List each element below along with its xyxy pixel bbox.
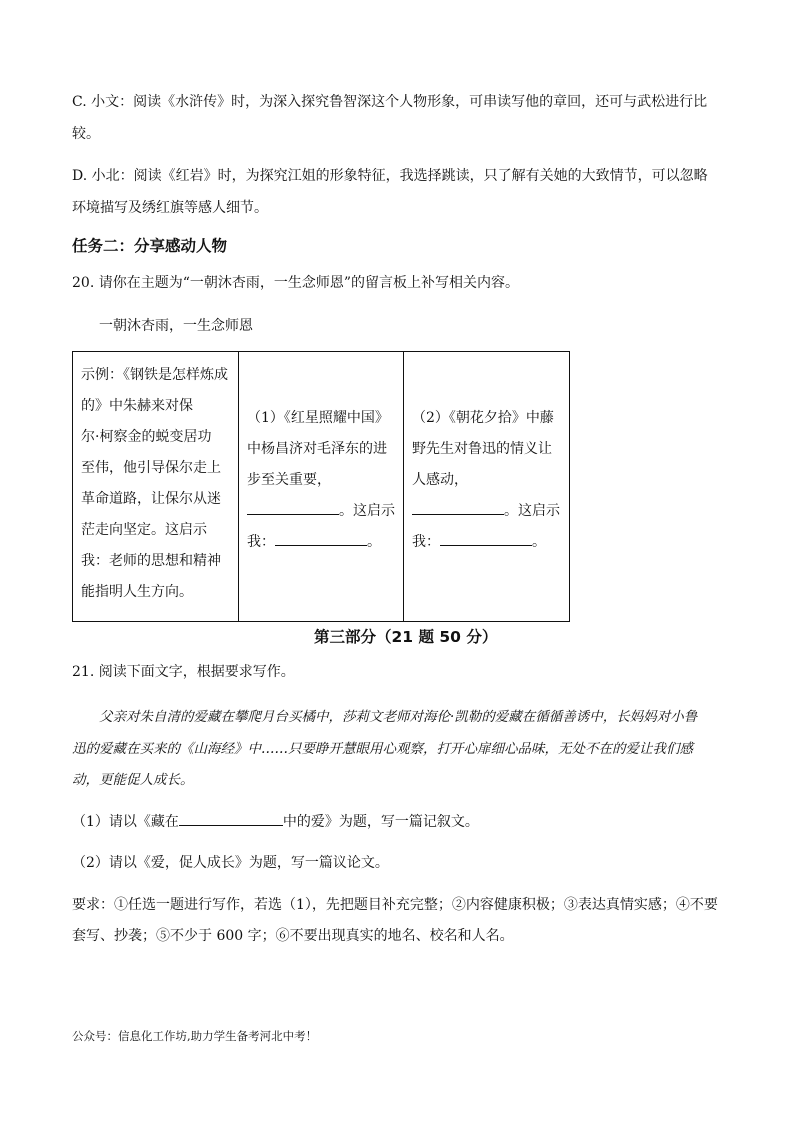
passage-line: 父亲对朱自清的爱藏在攀爬月台买橘中，莎莉文老师对海伦·凯勒的爱藏在循循善诱中，长妈妈对小鲁	[99, 709, 698, 725]
example-line: 的》中朱赫来对保	[81, 398, 193, 414]
cell1-end: 。	[367, 534, 381, 550]
example-line: 示例：《钢铁是怎样炼成	[81, 367, 228, 383]
board-title: 一朝沐杏雨，一生念师恩	[99, 318, 253, 334]
passage-line: 迅的爱藏在买来的《山海经》中……只要睁开慧眼用心观察，打开心扉细心品味，无处不在的爱让我们感	[72, 741, 693, 757]
requirements-line2: 套写、抄袭；⑤不少于 600 字；⑥不要出现真实的地名、校名和人名。	[72, 928, 514, 944]
example-cell	[73, 352, 239, 622]
cell2-line: （2）《朝花夕拾》中藤	[412, 410, 554, 426]
example-line: 革命道路，让保尔从迷	[81, 491, 221, 507]
question-20: 20. 请你在主题为“一朝沐杏雨，一生念师恩”的留言板上补写相关内容。	[72, 275, 520, 291]
answer-blank-2b[interactable]	[440, 545, 532, 546]
example-line: 能指明人生方向。	[81, 584, 193, 600]
cell2-blank-line	[412, 496, 561, 527]
message-board-table	[72, 351, 570, 622]
passage-line: 动，更能促人成长。	[72, 772, 194, 788]
cell1-prefix: 我：	[247, 534, 275, 550]
example-line: 我：老师的思想和精神	[81, 553, 221, 569]
cell1-line: （1）《红星照耀中国》	[247, 410, 389, 426]
answer-blank-2a[interactable]	[412, 514, 504, 515]
option-d-line2: 环境描写及绣红旗等感人细节。	[72, 200, 268, 216]
cell2-end: 。	[532, 534, 546, 550]
prompt-1	[72, 812, 479, 832]
requirements-line1: 要求：①任选一题进行写作，若选（1），先把题目补充完整；②内容健康积极；③表达真情实感；④不要	[72, 897, 718, 913]
cell1-blank-line	[247, 527, 395, 558]
task2-heading: 任务二：分享感动人物	[72, 237, 228, 255]
answer-blank-1a[interactable]	[247, 514, 339, 515]
fill-cell-1	[239, 352, 404, 622]
answer-blank-1b[interactable]	[275, 545, 367, 546]
part3-heading: 第三部分（21 题 50 分）	[314, 628, 498, 646]
cell1-line: 中杨昌济对毛泽东的进	[247, 441, 387, 457]
example-line: 茫走向坚定。这启示	[81, 522, 207, 538]
prompt-1-end: 中的爱》为题，写一篇记叙文。	[282, 814, 479, 830]
cell1-after-blank: 。这启示	[339, 503, 395, 519]
footer-note: 公众号：信息化工作坊,助力学生备考河北中考！	[72, 1029, 318, 1043]
cell1-line: 步至关重要，	[247, 472, 331, 488]
example-line: 至伟，他引导保尔走上	[81, 460, 221, 476]
cell2-prefix: 我：	[412, 534, 440, 550]
cell1-blank-line	[247, 496, 395, 527]
option-c-line1: C. 小文：阅读《水浒传》时，为深入探究鲁智深这个人物形象，可串读写他的章回，还可与武松进行比	[72, 94, 708, 110]
example-line: 尔·柯察金的蜕变居功	[81, 429, 212, 445]
question-21: 21. 阅读下面文字，根据要求写作。	[72, 664, 295, 680]
cell2-line: 人感动，	[412, 472, 468, 488]
cell2-line: 野先生对鲁迅的情义让	[412, 441, 552, 457]
title-blank[interactable]	[179, 825, 283, 826]
fill-cell-2	[404, 352, 570, 622]
prompt-2: （2）请以《爱，促人成长》为题，写一篇议论文。	[72, 855, 389, 871]
cell2-blank-line	[412, 527, 561, 558]
cell2-after-blank: 。这启示	[504, 503, 560, 519]
prompt-1-start: （1）请以《藏在	[72, 814, 179, 830]
option-d-line1: D. 小北：阅读《红岩》时，为探究江姐的形象特征，我选择跳读，只了解有关她的大致情节，可以忽略	[72, 168, 708, 184]
option-c-line2: 较。	[72, 126, 100, 142]
